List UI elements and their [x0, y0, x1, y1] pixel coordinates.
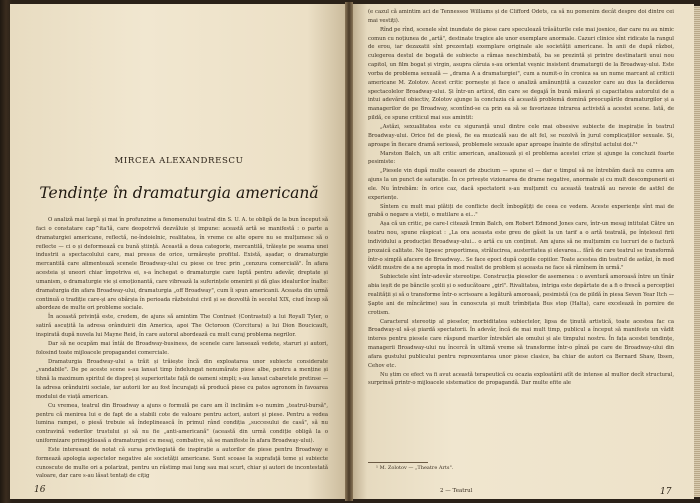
paragraph: „Astăzi, sexualitatea este cu siguranță unul dintre cele mai obsesive subiecte de inspirație în teatrul Broadway-ului. Orice fel de piesă, fie ea muzicală sau de alt fel, se rezolvă în jurul complicațiilor sexuale. Și, aproape în fiecare dramă serioasă, problemele sexuale apar aproape înainte de sfîrșitul actului doi."¹ — [368, 123, 674, 148]
paragraph: „Piesele vin după multe ceasuri de zbucium — spune el — dar e timpul să ne întrebăm dacă nu cumva am ajuns la un punct de saturație. În ce privește vizionarea de drame negative, anormale și cu mult descompunerii ei ele. Nu întrebăm: în orice caz, dacă spectatorii s-au mulțumit cu această teatrală au nevoie de astfel de experiențe. — [368, 168, 674, 201]
paragraph: Subiectele sînt într-adevăr stereotipe. Construcția pieselor de asemenea : o aventură amoroasă între un tînăr abia ieșit de pe băncile școlii și o seducătoare „girl". Rivalitatea, intriga este depărtate de a fi o frescă a percepției realității și să o transforme într-o scrisoare a legătură amoroasă, pesimistă (ca de pildă în piesa Seven Year Itch — Șapte ani de mîncărime) sau în cunoscuta și mult trîmbițata Bus stop (Halta), care excelează în pornire de crotism. — [368, 274, 674, 316]
paragraph: Caracterul stereotip al pieselor, morbiditatea subiectelor, lipsa de ținută artistică, toate acestea fac ca Broadway-ul să-și piardă spectatorii. În adevăr, încă de mai mult timp, publicul a început să manifeste un vădit interes pentru piesele care răspund marilor întrebări ale omului și ale timpului nostru. În fața acestei tendințe, managerii Broadway-ului nu încercă în ultimă vreme să transforme într-o pînză pe care de Broadway-ului din afara gustului publicului pentru reprezentarea unor piese clasice, ba chiar de autori ca Bernard Shaw, Ibsen, Cehov etc. — [368, 318, 674, 369]
paragraph: Nu știm ce efect va fi avut această terapeutică cu ocazia exploatării atît de intense al multor decît structural, surprinsă printr-o mijloacele sistematice de propagandă. Dar multe efite ale — [368, 371, 674, 387]
page-number-right: 17 — [660, 487, 672, 497]
left-page — [10, 4, 348, 499]
paragraph: Sîntem cu mult mai plătiți de conflicte decît îmbogățiți de ceea ce vedem. Aceste experiențe sînt mai de grabă o negare a vieții, o mutilare a ei..." — [368, 203, 674, 219]
paragraph: Dramaturgia Broadway-ului a trăit și trăiește încă din exploatarea unor subiecte considerate „vandabile". De pe aceste scene s-au lansat timp îndelungat nenumărate piese albe, pentru a menține și tihnă la maximum spiritul de dispreț și superioritate față de oameni simpli; s-au lansat cabaretele pretinse — la adresa orânduirii sociale, iar autorii lor au fost încurajați să producă piese cu patos agronom în favoarea modului de viață american. — [36, 358, 328, 400]
page-edges — [694, 6, 700, 497]
footnote-rule — [368, 462, 428, 463]
right-page — [350, 4, 694, 499]
paragraph: (e cazul că amintim aci de Tennessee Williams și de Clifford Odets, ca să nu pomenim decât despre doi dintre cei mai vestiți). — [368, 9, 674, 24]
paragraph: În această privință este, credem, de ajuns să amintim The Contrast (Contrastul) a lui Royall Tyler, o satiră ascuțită la adresa orânduirii din America, apoi The Octoroon (Corcitura) a lui Dion Boucicault, inspirată după nuvela lui Mayne Reid, în care autorul abordează cu mult curaj problema negrilor. — [36, 314, 328, 338]
paragraph: Rînd pe rînd, scenele sînt inundate de piese care speculează trăsăturile cele mai josnice, dar care nu au nimic comun cu noțiunea de „artă", destinate tragice ale unor exemplare anormale. Cazuri clinice sînt ridicate la rangul de erou, iar dezaxatii sînt prezentați exemplare originale ale societății americane. În anii de după război, culegerea destul de bogată de subiecte a rămas neschimbată, ba se prezintă și printre destinatarii unui nou capitol, un film bogat și virgin, asupra căruia s-au orientat veșnic insistent dramaturgii de la Broadway-ului. Este vorba de problema sexuală — „drama A a dramaturgiei", cum a numit-o în cronica sa un nume marcant al criticii americane M. Zolotov. Acest critic pornește și face o analiză amănunțită a cauzelor care au dus la decăderea spectacolelor Broadway-ului. Și într-un articol, din care se degajă în bună măsură și capacitatea autorului de a intui adevărul obiectiv, Zolotov ajunge la concluzia că această problemă domină preocupările dramaturgilor și a managerilor de pe Broadway, scontînd-se ca prin ea să se favorizeze intrarea activistă a acestei scene. Iată, de pildă, ce spune criticul mai sus amintit: — [368, 26, 674, 122]
printer-signature: 2 — Teatrul — [440, 488, 473, 494]
right-body-text — [368, 8, 674, 460]
paragraph: Este interesant de notat că sursa privilegiată de inspirație a autorilor de piese pentru Broadway e formează apologia aspectelor negative ale societății americane. Sunt scoase la suprafață teme și subiecte cunoscute de multe ori a polarizat, pentru un răstimp mai lung sau mai scurt, chiar și autori de incontestată valoare, dar care s-au lăsat tentați de cițig — [36, 446, 328, 480]
paragraph: Marston Balch, un alt critic american, analizează și el problema acestei crize și ajunge la concluzii foarte pesimiste: — [368, 150, 674, 166]
author-name: MIRCEA ALEXANDRESCU — [114, 156, 244, 166]
paragraph: O analiză mai largă și mai în profunzime a fenomenului teatral din S. U. A. te obligă de la bun început să faci o constatare cap^ita'lă, care deopotrivă dezvăluie și impune: această artă se manifestă : o parte a dramaturgiei americane, reflectă, ne-îndoielnic, realitatea, în vreme ce alte opere nu se mulțumesc să o reflecte — ci o și deformează cu bună știință. Această a doua categorie, mercantilă, trăiește pe seama unei industrii a spectacolului care, mai presus de orice, urmărește profitul. Există, așadar, o dramaturgie mercantilă care alimentează scenele Broadway-ului cu piese ce trec prin „cenzura comercială". În afara acesteia și uneori chiar împotriva ei, s-a închegat o dramaturgie care luptă pentru adevăr, dreptate și umanism, o dramaturgie vie și emoționantă, care vibrează la suferințele omenirii și dă glas idealurilor înalte: dramaturgia din afara Broadway-ului, dramaturgia „off Broadway", cum îi spun americanii. Aceasta din urmă continuă o tradiție care-și are obârșia în perioada războiului civil și se dezvoltă în secolul XIX, ciud încep să abordeze de multe ori probleme sociale. — [36, 217, 328, 312]
paragraph: Așa că un critic, pe care-l citează Irmin Balch, om Robert Edmond Jones care, într-un mesaj intitulat Către un teatru nou, spune răspicat : „La ora aceasta este greu de găsit la un tarif a o artă teatrală, pe înțelesul firii individului a producției Broadway-ului... o artă cu un conținut. Am ajuns să ne mulțumim cu lucruri de o factură prozaică calitate. Ne lipsesc proportimea, strălucirea, austeritatea și elevarea... fără de care teatrul se transformă într-o simplă afacere de Broadway... Se face epoci după copiile copiilor. Toate acestea din teatrul de astăzi, în mod vădit mustre de a ne apropia în mod realist de problem și aceasta ne face să rămînem în urmă." — [368, 221, 674, 272]
article-title: Tendințe în dramaturgia americană — [39, 184, 319, 202]
footnote: ¹ M. Zolotov — „Theatre Arts". — [376, 465, 454, 471]
left-body-text — [36, 216, 328, 480]
paragraph: Dar să ne ocupăm mai întâi de Broadway-business, de scenele care lansează vedete, staruri și autori, folosind toate mijloacele propagandei comerciale. — [36, 340, 328, 356]
book-gutter — [345, 2, 353, 501]
paragraph: Cu vremea, teatrul din Broadway a ajuns o formulă pe care am îl inclinăm s-o numim „teatrul-bursă", pentru că menirea lui e de fapt de a stabili cote de valoare pentru actori, autori și piese. Pentru a vedea lumina rampei, o piesă trebuie să îndeplinească în primul rând condiția „succesului de casă", să nu contravină vederilor trustului și să nu fie „anti-americană" (această din urmă condiție obligă la o uniformizare primejdioasă a dramaturgiei cu mesaj, combative, să se manifeste în afara Broadway-ului). — [36, 402, 328, 445]
page-number-left: 16 — [34, 485, 46, 495]
